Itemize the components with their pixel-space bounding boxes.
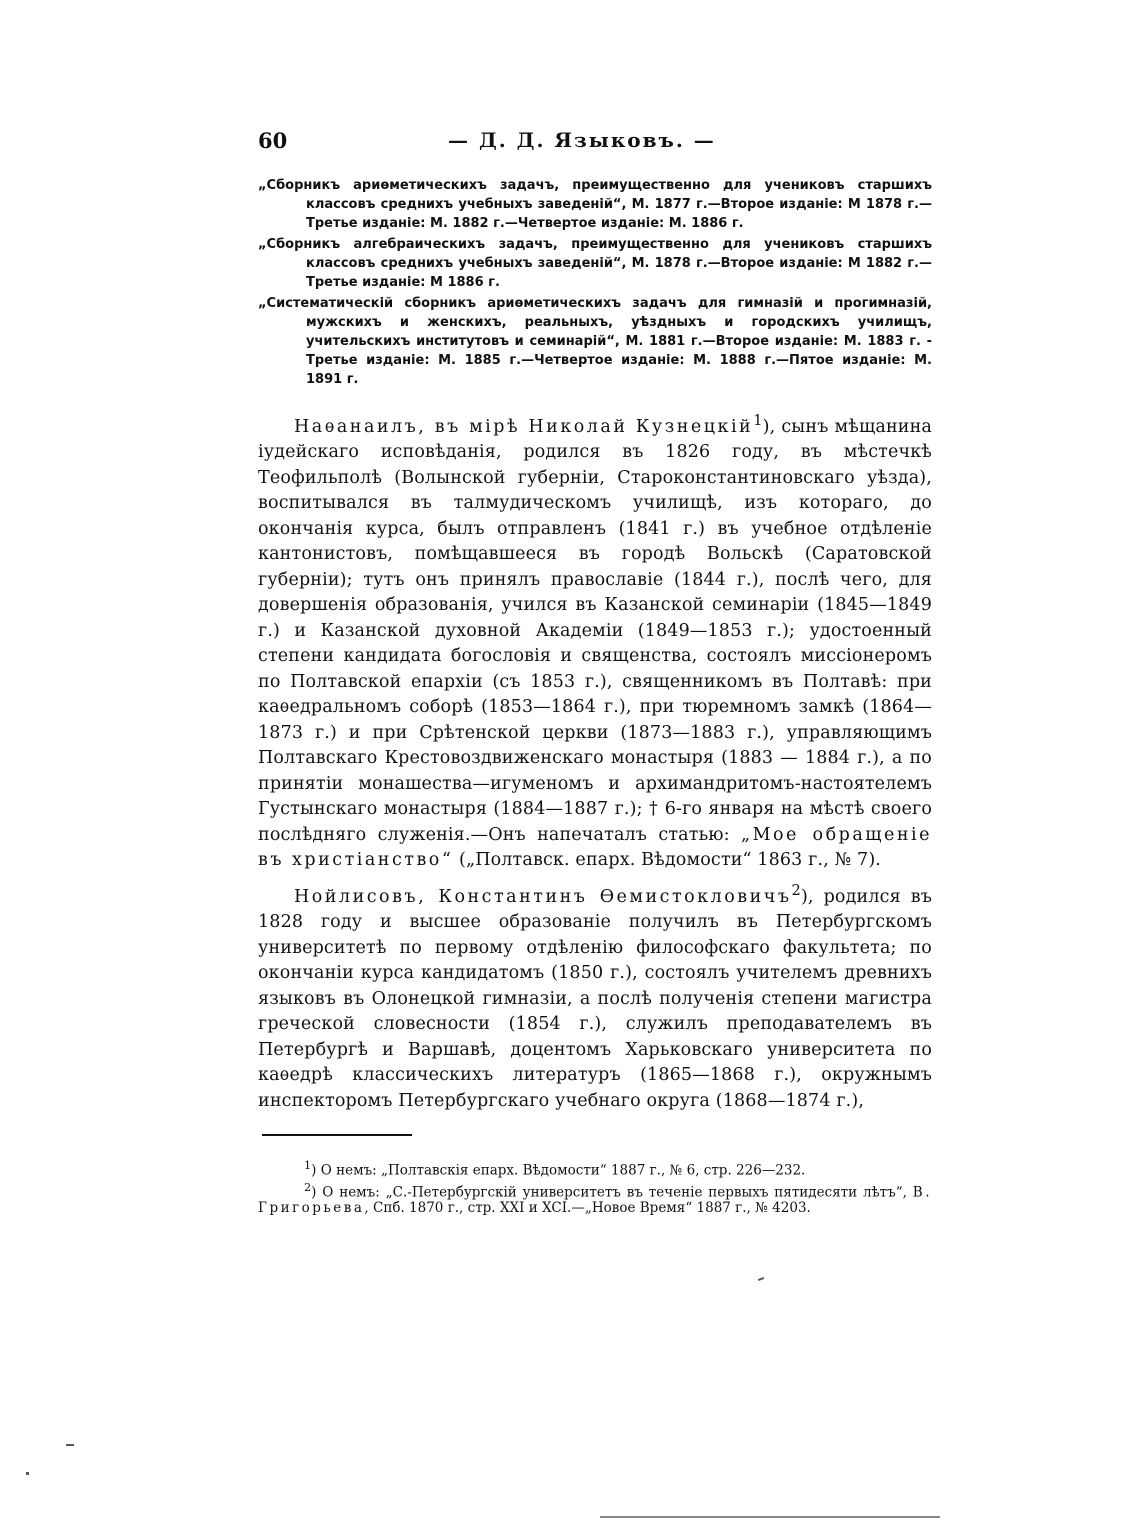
work-entry-3: „Систематическій сборникъ ариѳметическихъ задачъ для гимназій и прогимназій, мужскихъ и женскихъ, реальныхъ, уѣздныхъ и городскихъ училищъ, учительскихъ институтовъ и семинарій“, М. 1881 г.—Второе изданіе: М. 1883 г. - Третье изданіе: М. 1885 г.—Четвертое изданіе: М. 1888 г.—Пятое изданіе: М. 1891 г. [258, 296, 932, 387]
entry-citation-nathanael: („Полтавск. епарх. Вѣдомости“ 1863 г., № 7). [453, 850, 882, 871]
page-header [258, 128, 930, 162]
entry-name-noilisov: Нойлисовъ, Константинъ Ѳемистокловичъ [294, 886, 792, 907]
scan-speck [26, 1472, 29, 1475]
entry-noilisov [258, 878, 932, 1114]
scan-speck [758, 1277, 764, 1281]
entry-text-noilisov: ), родился въ 1828 году и высшее образованіе получилъ въ Петербургскомъ университетѣ по первому отдѣленію философскаго факультета; по окончаніи курса кандидатомъ (1850 г.), состоялъ учителемъ древнихъ языковъ въ Олонецкой гимназіи, а послѣ полученія степени магистра греческой словесности (1854 г.), служилъ преподавателемъ въ Петербургѣ и Варшавѣ, доцентомъ Харьковскаго университета по каѳедрѣ классическихъ литературъ (1865—1868 г.), окружнымъ инспекторомъ Петербургскаго учебнаго округа (1868—1874 г.), [258, 886, 932, 1111]
page-number: 60 [258, 128, 288, 153]
entry-text-nathanael: ), сынъ мѣщанина іудейскаго исповѣданія, родился въ 1826 году, въ мѣстечкѣ Теофильполѣ (Волынской губерніи, Староконстантиновскаго уѣзда), воспитывался въ талмудическомъ училищѣ, изъ котораго, до окончанія курса, былъ отправленъ (1841 г.) въ учебное отдѣленіе кантонистовъ, помѣщавшееся въ городѣ Вольскѣ (Саратовской губерніи); тутъ онъ принялъ православіе (1844 г.), послѣ чего, для довершенія образованія, учился въ Казанской семинаріи (1845—1849 г.) и Казанской духовной Академіи (1849—1853 г.); удостоенный степени кандидата богословія и священства, состоялъ миссіонеромъ по Полтавской епархіи (съ 1853 г.), священникомъ въ Полтавѣ: при каѳедральномъ соборѣ (1853—1864 г.), при тюремномъ замкѣ (1864—1873 г.) и при Срѣтенской церкви (1873—1883 г.), управляющимъ Полтавскаго Крестовоздвиженскаго монастыря (1883 — 1884 г.), а по принятіи монашества—игуменомъ и архимандритомъ-настоятелемъ Густынскаго монастыря (1884—1887 г.); † 6-го января на мѣстѣ своего послѣдняго служенія.—Онъ напечаталъ статью: [258, 416, 932, 845]
footnote-1 [258, 1158, 932, 1179]
article-title: „Мое обращеніе въ христіанство“ [258, 824, 932, 871]
footnote-ref-2: 2 [791, 881, 801, 899]
scan-speck [66, 1444, 74, 1446]
footnote-2 [258, 1180, 932, 1217]
footnote-ref-1: 1 [753, 412, 763, 429]
running-title: — Д. Д. Языковъ. — [448, 128, 716, 152]
work-entry-2: „Сборникъ алгебраическихъ задачъ, преимущественно для учениковъ старшихъ классовъ среднихъ учебныхъ заведеній“, М. 1878 г.—Второе изданіе: М 1882 г.—Третье изданіе: М 1886 г. [258, 237, 932, 290]
works-list [258, 176, 932, 391]
scan-edge-line [600, 1516, 940, 1518]
footnotes [258, 1158, 932, 1217]
footnote-mark-2: 2 [304, 1180, 312, 1194]
footnote-2-text: ) О немъ: „С.-Петербургскій университетъ въ теченіе первыхъ пятидесяти лѣтъ“, [311, 1184, 913, 1200]
work-entry-1: „Сборникъ ариѳметическихъ задачъ, преимущественно для учениковъ старшихъ классовъ среднихъ учебныхъ заведеній“, М. 1877 г.—Второе изданіе: М 1878 г.—Третье изданіе: М. 1882 г.—Четвертое изданіе: М. 1886 г. [258, 178, 932, 231]
footnote-1-text: ) О немъ: „Полтавскія епарх. Вѣдомости“ 1887 г., № 6, стр. 226—232. [311, 1162, 806, 1179]
footnote-2-citation: , Спб. 1870 г., стр. XXI и XCI.—„Новое Время“ 1887 г., № 4203. [364, 1200, 811, 1216]
entry-nathanael [258, 408, 932, 874]
main-text [258, 408, 932, 1114]
entry-name-nathanael: Наѳанаилъ, въ мірѣ Николай Кузнецкій [294, 416, 754, 437]
footnote-2-author: В. Григорьева [258, 1184, 932, 1216]
footnote-divider [262, 1134, 412, 1136]
footnote-mark-1: 1 [304, 1159, 312, 1172]
